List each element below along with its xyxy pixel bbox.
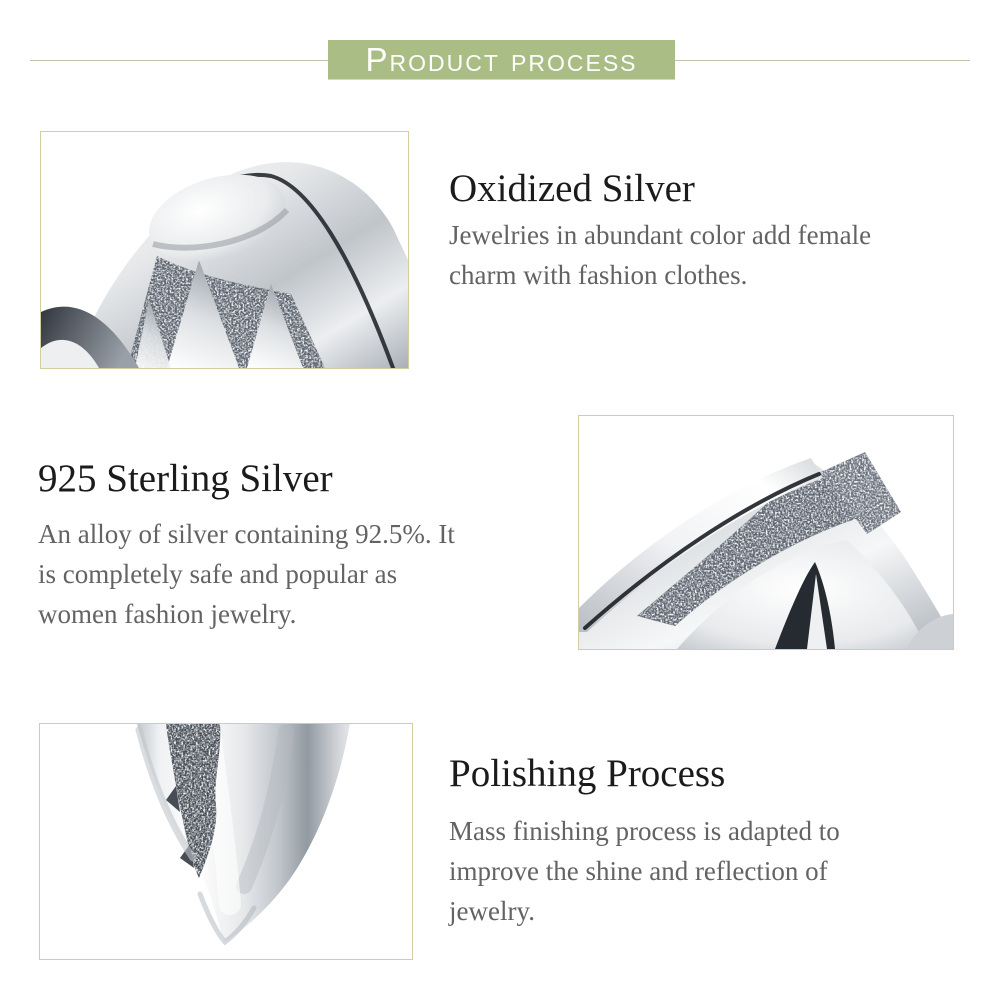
sterling-silver-photo <box>578 415 954 650</box>
description-line: Jewelries in abundant color add female <box>449 220 872 250</box>
section-oxidized-silver <box>449 166 871 295</box>
description-line: charm with fashion clothes. <box>449 260 748 290</box>
oxidized-silver-photo <box>40 131 409 369</box>
description-line: improve the shine and reflection of <box>449 856 828 886</box>
section-sterling-silver <box>38 456 455 634</box>
description-line: Mass finishing process is adapted to <box>449 816 840 846</box>
polishing-process-photo <box>39 723 413 960</box>
section-title: Oxidized Silver <box>449 167 695 210</box>
description-line: is completely safe and popular as <box>38 559 398 589</box>
oxidized-silver-illustration <box>41 132 408 368</box>
section-description <box>38 514 455 634</box>
description-line: women fashion jewelry. <box>38 599 297 629</box>
page-title: Product process <box>365 41 638 78</box>
section-description <box>449 215 871 295</box>
section-title: 925 Sterling Silver <box>38 457 333 500</box>
polished-tip-illustration <box>40 724 412 959</box>
section-title: Polishing Process <box>449 752 726 795</box>
description-line: jewelry. <box>449 896 535 926</box>
description-line: An alloy of silver containing 92.5%. It <box>38 519 455 549</box>
section-description <box>449 811 840 931</box>
header-banner <box>328 40 675 79</box>
section-polishing-process <box>449 751 840 931</box>
sterling-silver-illustration <box>579 416 953 649</box>
